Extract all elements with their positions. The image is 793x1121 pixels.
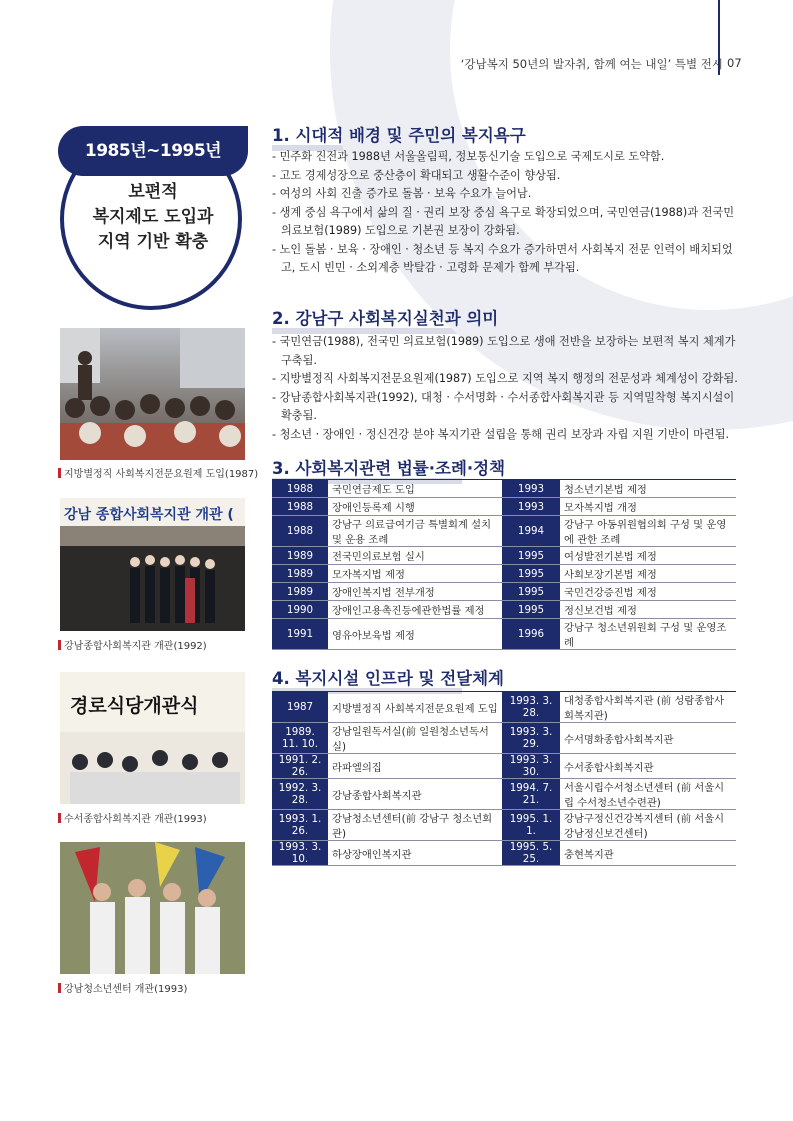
item-cell: 대청종합사회복지관 (前 성람종합사회복지관) — [560, 692, 736, 723]
period-badge — [58, 118, 248, 288]
date-cell: 1988 — [272, 480, 328, 498]
item-cell: 장애인복지법 전부개정 — [328, 583, 502, 601]
item-cell: 하상장애인복지관 — [328, 841, 502, 866]
facility-row — [272, 841, 736, 866]
facility-table — [272, 691, 736, 866]
law-row — [272, 601, 736, 619]
item-cell: 강남구 아동위원협의회 구성 및 운영에 관한 조례 — [560, 516, 736, 547]
item-cell: 서울시립수서청소년센터 (前 서울시립 수서청소년수련관) — [560, 779, 736, 810]
bullet-item: - 민주화 진전과 1988년 서울올림픽, 정보통신기술 도입으로 국제도시로 도약함. — [272, 150, 665, 163]
facility-row — [272, 754, 736, 779]
item-cell: 모자복지법 개정 — [560, 498, 736, 516]
photo-caption: 강남청소년센터 개관(1993) — [58, 980, 187, 995]
item-cell: 수서종합사회복지관 — [560, 754, 736, 779]
date-cell: 1995 — [502, 565, 560, 583]
law-row — [272, 480, 736, 498]
date-cell: 1995 — [502, 583, 560, 601]
law-row — [272, 619, 736, 650]
item-cell: 강남종합사회복지관 — [328, 779, 502, 810]
date-cell: 1993 — [502, 498, 560, 516]
photo-caption: 수서종합사회복지관 개관(1993) — [58, 810, 207, 825]
date-cell: 1989 — [272, 583, 328, 601]
item-cell: 강남일원독서실(前 일원청소년독서실) — [328, 723, 502, 754]
photo-caption: 지방별정직 사회복지전문요원제 도입(1987) — [58, 465, 258, 480]
crowd-photo — [60, 328, 245, 460]
date-cell: 1996 — [502, 619, 560, 650]
badge-period: 1985년~1995년 — [84, 141, 222, 161]
date-cell: 1993. 3. 28. — [502, 692, 560, 723]
page-number: 07 — [727, 56, 742, 70]
bullet-item: - 생계 중심 욕구에서 삶의 질 · 권리 보장 중심 욕구로 확장되었으며, 국민연금(1988)과 전국민 의료보험(1989) 도입으로 기본권 보장이 강화됨. — [272, 205, 735, 237]
facility-row — [272, 779, 736, 810]
photo-caption: 강남종합사회복지관 개관(1992) — [58, 637, 207, 652]
date-cell: 1993 — [502, 480, 560, 498]
photo-1987 — [60, 328, 245, 460]
bullet-item: - 노인 돌봄 · 보육 · 장애인 · 청소년 등 복지 수요가 증가하면서 사회복지 전문 인력이 배치되었고, 도시 빈민 · 소외계층 박탈감 · 고령화 문제가 함께 부각됨. — [272, 242, 733, 274]
date-cell: 1993. 3. 30. — [502, 754, 560, 779]
item-cell: 여성발전기본법 제정 — [560, 547, 736, 565]
item-cell: 전국민의료보험 실시 — [328, 547, 502, 565]
photo-1993-youth — [60, 842, 245, 974]
section-title: 1. 시대적 배경 및 주민의 복지욕구 — [272, 122, 526, 146]
opening-photo — [60, 498, 245, 631]
date-cell: 1990 — [272, 601, 328, 619]
date-cell: 1994 — [502, 516, 560, 547]
item-cell: 장애인고용촉진등에관한법률 제정 — [328, 601, 502, 619]
date-cell: 1988 — [272, 516, 328, 547]
item-cell: 강남구 의료급여기금 특별회계 설치 및 운용 조례 — [328, 516, 502, 547]
item-cell: 강남구 청소년위원회 구성 및 운영조례 — [560, 619, 736, 650]
section-1-list — [272, 148, 742, 278]
bullet-item: - 청소년 · 장애인 · 정신건강 분야 복지기관 설립을 통해 권리 보장과 자립 지원 기반이 마련됨. — [272, 427, 730, 441]
law-row — [272, 516, 736, 547]
law-row — [272, 565, 736, 583]
item-cell: 지방별정직 사회복지전문요원제 도입 — [328, 692, 502, 723]
banner-text: 강남 종합사회복지관 개관 ( — [64, 507, 234, 523]
banner-text: 경로식당개관식 — [70, 695, 199, 717]
date-cell: 1989 — [272, 547, 328, 565]
item-cell: 사회보장기본법 제정 — [560, 565, 736, 583]
item-cell: 강남구정신건강복지센터 (前 서울시강남정신보건센터) — [560, 810, 736, 841]
date-cell: 1989. 11. 10. — [272, 723, 328, 754]
item-cell: 청소년기본법 제정 — [560, 480, 736, 498]
date-cell: 1993. 1. 26. — [272, 810, 328, 841]
item-cell: 충현복지관 — [560, 841, 736, 866]
bullet-item: - 고도 경제성장으로 중산층이 확대되고 생활수준이 향상됨. — [272, 168, 561, 182]
youth-photo — [60, 842, 245, 974]
bullet-item: - 국민연금(1988), 전국민 의료보험(1989) 도입으로 생애 전반을 보장하는 보편적 복지 체계가 구축됨. — [272, 335, 736, 367]
law-row — [272, 547, 736, 565]
facility-row — [272, 723, 736, 754]
date-cell: 1995 — [502, 601, 560, 619]
item-cell: 장애인등록제 시행 — [328, 498, 502, 516]
law-row — [272, 583, 736, 601]
section-title: 4. 복지시설 인프라 및 전달체계 — [272, 665, 504, 689]
item-cell: 국민연금제도 도입 — [328, 480, 502, 498]
facility-row — [272, 692, 736, 723]
date-cell: 1993. 3. 29. — [502, 723, 560, 754]
item-cell: 국민건강증진법 제정 — [560, 583, 736, 601]
badge-line: 지역 기반 확충 — [97, 232, 209, 252]
date-cell: 1992. 3. 28. — [272, 779, 328, 810]
facility-row — [272, 810, 736, 841]
date-cell: 1995 — [502, 547, 560, 565]
law-row — [272, 498, 736, 516]
ceremony-photo — [60, 672, 245, 804]
badge-line: 복지제도 도입과 — [92, 207, 214, 227]
item-cell: 라파엘의집 — [328, 754, 502, 779]
date-cell: 1995. 1. 1. — [502, 810, 560, 841]
item-cell: 영유아보육법 제정 — [328, 619, 502, 650]
date-cell: 1987 — [272, 692, 328, 723]
badge-heading — [58, 180, 248, 255]
bullet-item: - 지방별정직 사회복지전문요원제(1987) 도입으로 지역 복지 행정의 전문성과 체계성이 강화됨. — [272, 372, 738, 385]
section-2-list — [272, 333, 742, 444]
date-cell: 1995. 5. 25. — [502, 841, 560, 866]
section-title: 2. 강남구 사회복지실천과 의미 — [272, 305, 498, 329]
header-title: ‘강남복지 50년의 발자취, 함께 여는 내일’ 특별 전시 — [460, 57, 723, 71]
law-table — [272, 479, 736, 650]
badge-line: 보편적 — [128, 182, 178, 202]
bullet-item: - 강남종합사회복지관(1992), 대청 · 수서명화 · 수서종합사회복지관 등 지역밀착형 복지시설이 확충됨. — [272, 390, 735, 422]
date-cell: 1993. 3. 10. — [272, 841, 328, 866]
bullet-item: - 여성의 사회 진출 증가로 돌봄 · 보육 수요가 늘어남. — [272, 187, 532, 200]
photo-1992 — [60, 498, 245, 631]
photo-1993-suseo — [60, 672, 245, 804]
item-cell: 모자복지법 제정 — [328, 565, 502, 583]
date-cell: 1989 — [272, 565, 328, 583]
item-cell: 수서명화종합사회복지관 — [560, 723, 736, 754]
date-cell: 1991. 2. 26. — [272, 754, 328, 779]
item-cell: 강남청소년센터(前 강남구 청소년회관) — [328, 810, 502, 841]
date-cell: 1988 — [272, 498, 328, 516]
section-title: 3. 사회복지관련 법률·조례·정책 — [272, 455, 505, 479]
date-cell: 1991 — [272, 619, 328, 650]
date-cell: 1994. 7. 21. — [502, 779, 560, 810]
item-cell: 정신보건법 제정 — [560, 601, 736, 619]
